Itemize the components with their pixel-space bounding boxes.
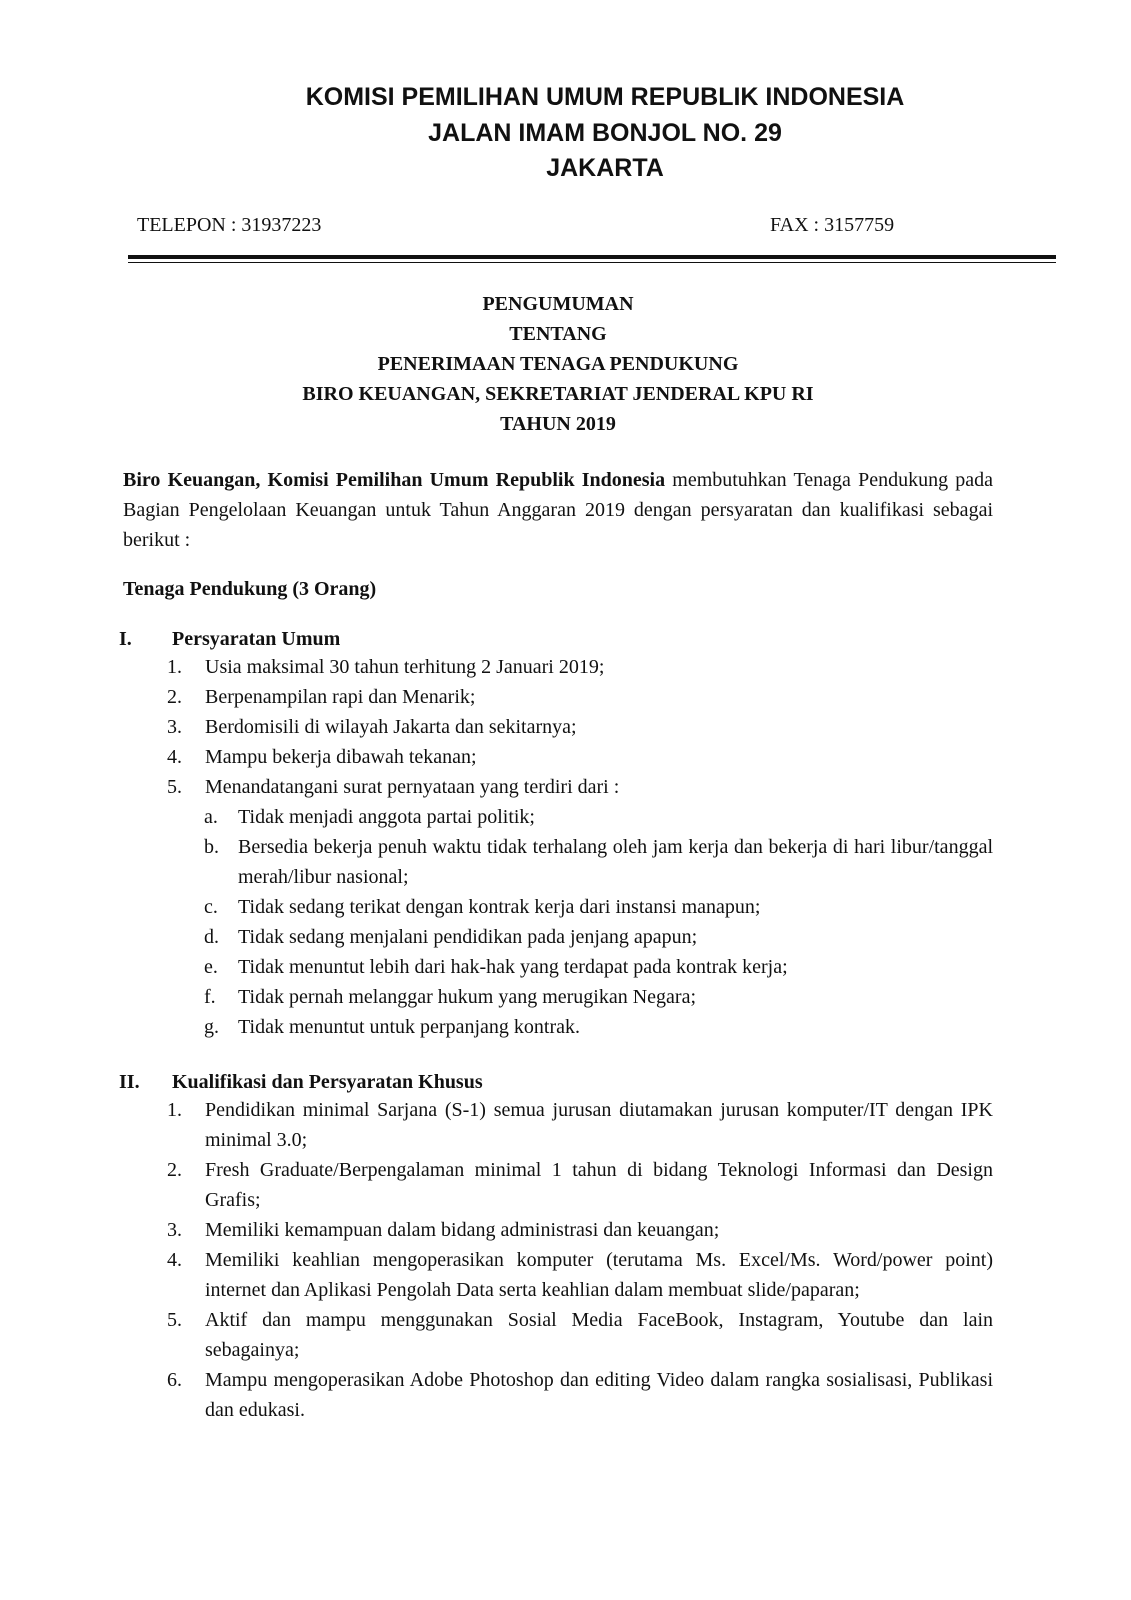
list-item-number: 4. [167,1249,182,1271]
intro-paragraph [123,465,993,555]
sub-list-item-letter: d. [204,926,219,948]
list-item-text: Mampu mengoperasikan Adobe Photoshop dan editing Video dalam rangka sosialisasi, Publikasi dan edukasi. [205,1369,993,1421]
section-2-number: II. [119,1071,140,1093]
list-item-text: Berdomisili di wilayah Jakarta dan sekitarnya; [205,716,577,738]
intro-text: membutuhkan Tenaga Pendukung pada Bagian Pengelolaan Keuangan untuk Tahun Anggaran 2019 dengan persyaratan dan kualifikasi sebagai berikut : [123,469,993,551]
sub-list-item [0,1012,1131,1042]
list-item [0,1365,1131,1425]
sub-list-item-letter: c. [204,896,218,918]
sub-list-item-text: Tidak menuntut lebih dari hak-hak yang terdapat pada kontrak kerja; [238,956,788,978]
sub-list-item-text: Tidak pernah melanggar hukum yang merugikan Negara; [238,986,697,1008]
list-item [0,1095,1131,1155]
section-1-number: I. [119,628,132,650]
list-item-text: Berpenampilan rapi dan Menarik; [205,686,476,708]
telephone-number: TELEPON : 31937223 [137,214,322,236]
list-item-number: 5. [167,1309,182,1331]
list-item [0,712,1131,742]
sub-list-item [0,802,1131,832]
list-item-number: 4. [167,746,182,768]
list-item-text: Mampu bekerja dibawah tekanan; [205,746,477,768]
letterhead-address: JALAN IMAM BONJOL NO. 29 [428,119,782,147]
section-1-title: Persyaratan Umum [172,628,341,650]
section-2-title: Kualifikasi dan Persyaratan Khusus [172,1071,483,1093]
list-item-text: Fresh Graduate/Berpengalaman minimal 1 tahun di bidang Teknologi Informasi dan Design Grafis; [205,1159,993,1211]
section-1-list [0,652,1131,1042]
sub-list-item-letter: a. [204,806,218,828]
sub-list-item-text: Tidak sedang terikat dengan kontrak kerja dari instansi manapun; [238,896,761,918]
sub-list-item-text: Bersedia bekerja penuh waktu tidak terhalang oleh jam kerja dan bekerja di hari libur/tanggal merah/libur nasional; [238,836,993,888]
list-item [0,1245,1131,1305]
list-item [0,1305,1131,1365]
list-item-number: 3. [167,716,182,738]
announcement-subject: PENERIMAAN TENAGA PENDUKUNG [377,353,739,375]
list-item [0,652,1131,682]
list-item-number: 6. [167,1369,182,1391]
sub-list-item-letter: g. [204,1016,219,1038]
list-item [0,772,1131,802]
sub-list-item-text: Tidak menuntut untuk perpanjang kontrak. [238,1016,580,1038]
announcement-title-about: TENTANG [509,323,607,345]
letterhead-divider-thin [128,262,1056,263]
sub-list-item [0,832,1131,892]
list-item-number: 1. [167,1099,182,1121]
fax-number: FAX : 3157759 [770,214,895,236]
letterhead-institution: KOMISI PEMILIHAN UMUM REPUBLIK INDONESIA [305,83,905,111]
sub-list-item-letter: f. [204,986,216,1008]
list-item-number: 5. [167,776,182,798]
list-item-number: 2. [167,686,182,708]
list-item [0,1155,1131,1215]
list-item [0,742,1131,772]
intro-bold-text: Biro Keuangan, Komisi Pemilihan Umum Republik Indonesia [123,469,666,491]
sub-list-item-letter: e. [204,956,218,978]
sub-list-item-letter: b. [204,836,219,858]
announcement-department: BIRO KEUANGAN, SEKRETARIAT JENDERAL KPU RI [302,383,814,405]
letterhead-city: JAKARTA [546,154,664,182]
list-item-text: Pendidikan minimal Sarjana (S-1) semua jurusan diutamakan jurusan komputer/IT dengan IPK minimal 3.0; [205,1099,993,1151]
list-item-text: Memiliki keahlian mengoperasikan komputer (terutama Ms. Excel/Ms. Word/power point) internet dan Aplikasi Pengolah Data serta keahlian dalam membuat slide/paparan; [205,1249,993,1301]
list-item-text: Menandatangani surat pernyataan yang terdiri dari : [205,776,620,798]
list-item-number: 1. [167,656,182,678]
list-item [0,682,1131,712]
sub-list-item-text: Tidak sedang menjalani pendidikan pada jenjang apapun; [238,926,698,948]
letterhead-divider-thick [128,255,1056,259]
announcement-year: TAHUN 2019 [500,413,616,435]
sub-list-item [0,892,1131,922]
list-item-number: 3. [167,1219,182,1241]
list-item-text: Usia maksimal 30 tahun terhitung 2 Januari 2019; [205,656,605,678]
list-item-number: 2. [167,1159,182,1181]
list-item-text: Aktif dan mampu menggunakan Sosial Media FaceBook, Instagram, Youtube dan lain sebagainya; [205,1309,993,1361]
announcement-title: PENGUMUMAN [482,293,634,315]
sub-list-item [0,922,1131,952]
section-2-list [0,1095,1131,1425]
sub-list-item-text: Tidak menjadi anggota partai politik; [238,806,535,828]
position-heading: Tenaga Pendukung (3 Orang) [123,578,377,600]
sub-list-item [0,982,1131,1012]
sub-list-item [0,952,1131,982]
list-item [0,1215,1131,1245]
list-item-text: Memiliki kemampuan dalam bidang administrasi dan keuangan; [205,1219,720,1241]
